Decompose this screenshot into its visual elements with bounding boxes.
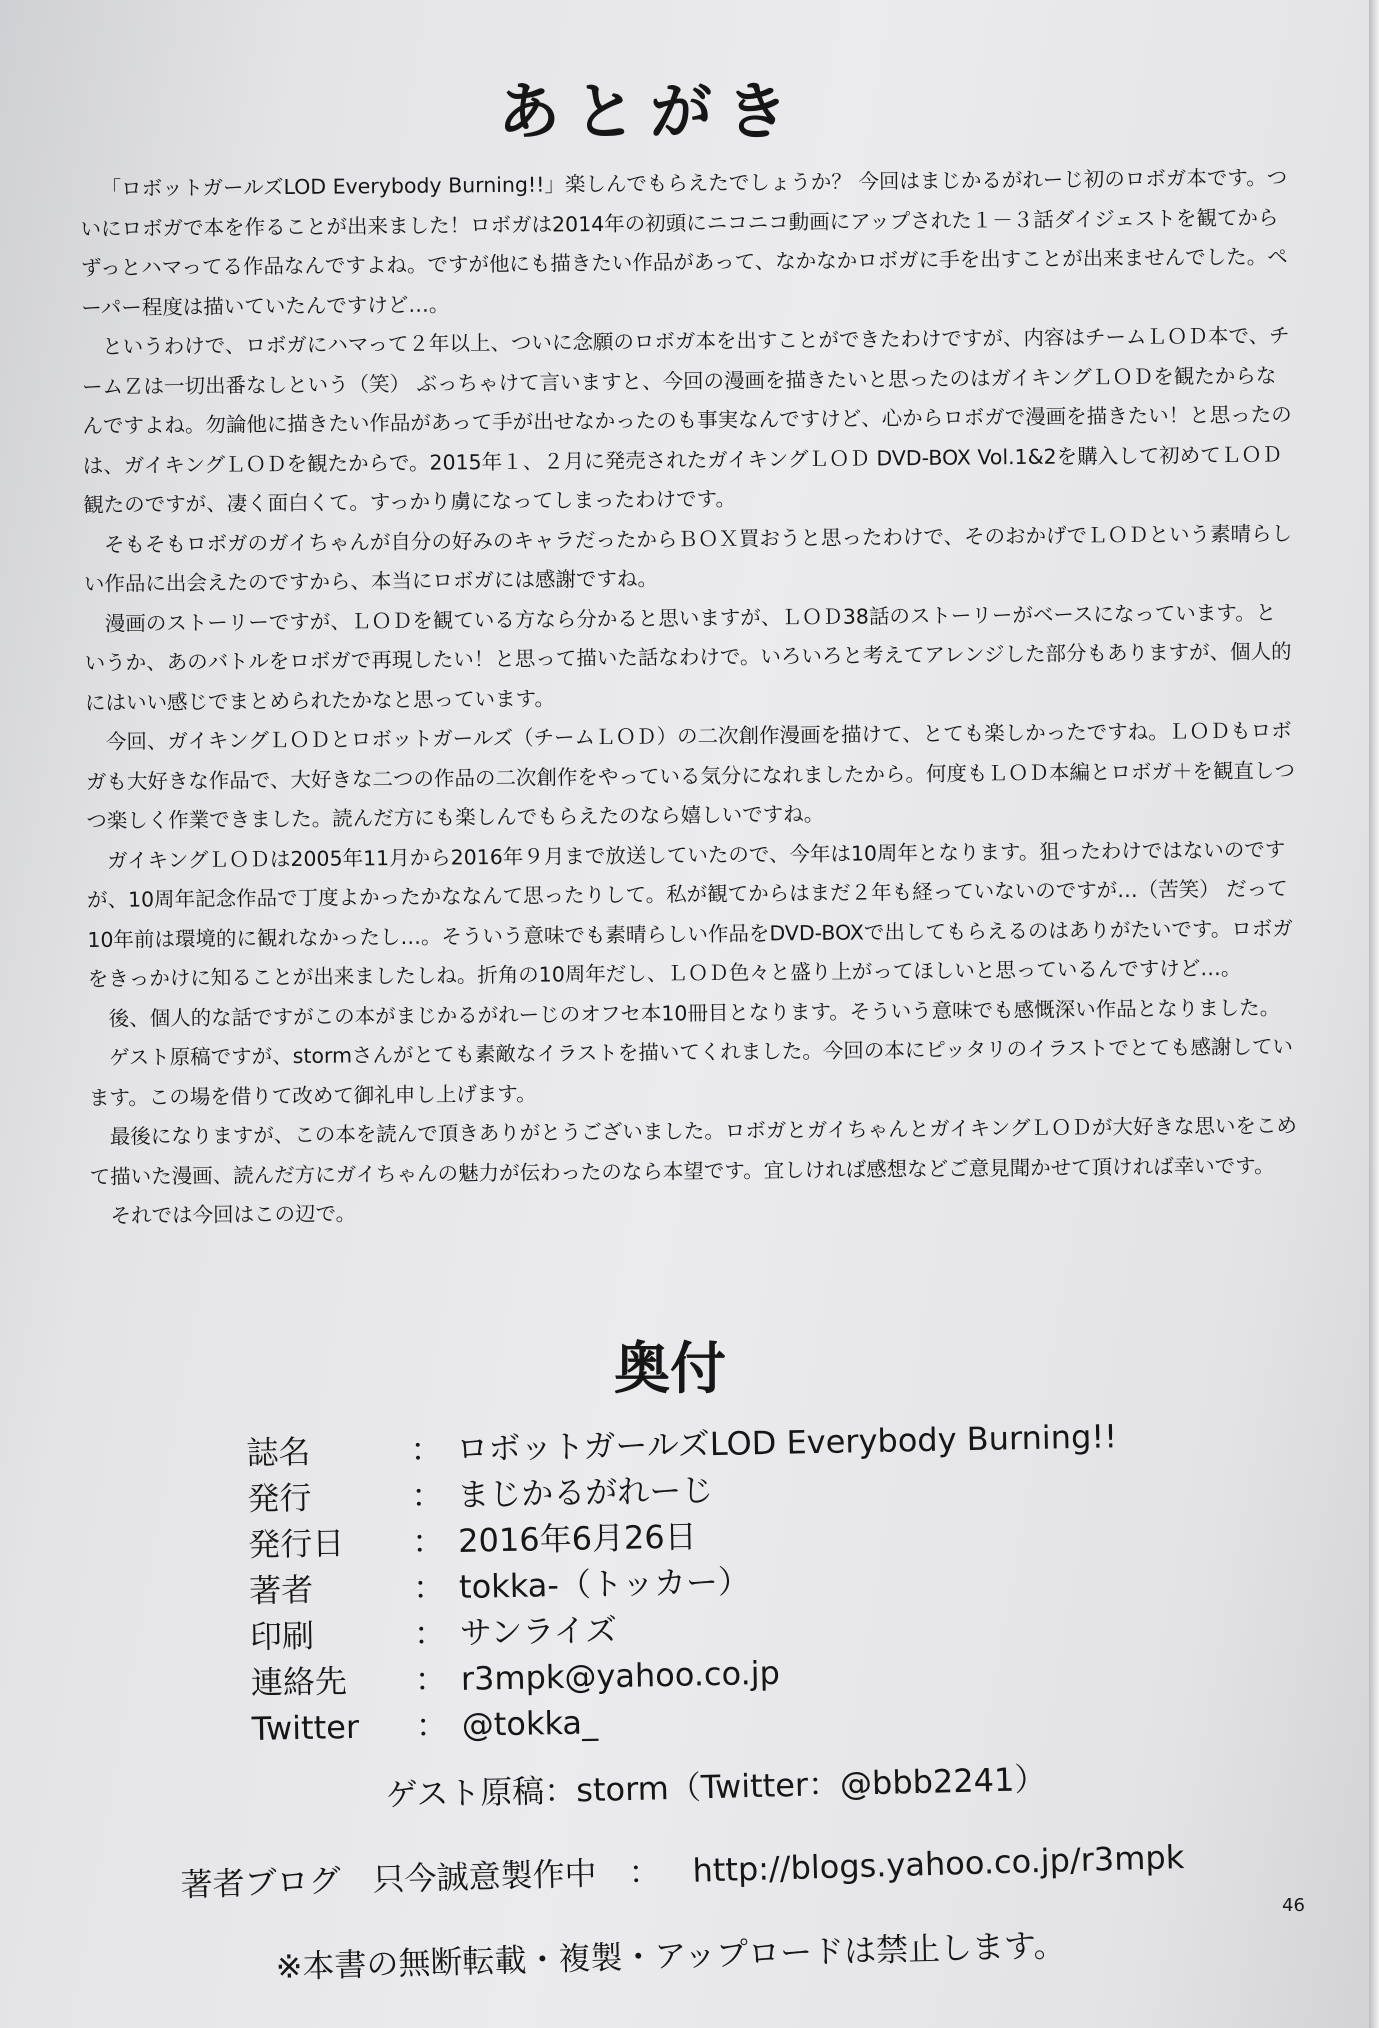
colophon-separator: ：: [411, 1522, 445, 1561]
afterword-paragraph: というわけで、ロボガにハマって２年以上、ついに念願のロボガ本を出すことができたわけですが、内容はチームＬＯＤ本で、チームＺは一切出番なしという（笑） ぶっちゃけて言いますと、今回の漫画を描きたいと思ったのはガイキングＬＯＤを観たからなんですよね。勿論他に描きたい作品があって手が出せなかったのも事実なんですけど、心からロボガで漫画を描きたい！と思ったのは、ガイキングＬＯＤを観たからで。2015年１、２月に発売されたガイキングＬＯＤ DVD-BOX Vol.1&2を購入して初めてＬＯＤ観たのですが、凄く面白くて。すっかり虜になってしまったわけです。: [81, 323, 1292, 517]
afterword-paragraph: 今回、ガイキングＬＯＤとロボットガールズ（チームＬＯＤ）の二次創作漫画を描けて、とても楽しかったですね。ＬＯＤもロボガも大好きな作品で、大好きな二つの作品の二次創作をやっている気分になれましたから。何度もＬＯＤ本編とロボガ＋を観直しつつ楽しく作業できました。読んだ方にも楽しんでもらえたのなら嬉しいですね。: [85, 718, 1296, 833]
afterword-paragraph: ゲスト原稿ですが、stormさんがとても素敵なイラストを描いてくれました。今回の本にピッタリのイラストでとても感謝しています。この場を借りて改めて御礼申し上げます。: [88, 1034, 1294, 1110]
colophon-separator: ：: [412, 1568, 446, 1607]
colophon-key: 発行: [246, 1478, 312, 1518]
afterword-paragraph: 最後になりますが、この本を読んで頂きありがとうございました。ロボガとガイちゃんとガイキングＬＯＤが大好きな思いをこめて描いた漫画、読んだ方にガイちゃんの魅力が伝わったのなら本望です。宜しければ感想などご意見聞かせて頂ければ幸いです。: [89, 1113, 1297, 1189]
colophon-title: 奥付: [614, 1337, 726, 1402]
author-blog: [180, 1832, 1185, 1906]
afterword-paragraph: そもそもロボガのガイちゃんが自分の好みのキャラだったからＢＯＸ買おうと思ったわけで、そのおかげでＬＯＤという素晴らしい作品に出会えたのですから、本当にロボガには感謝ですね。: [83, 520, 1293, 596]
colophon-key: 発行日: [247, 1524, 345, 1564]
colophon-key: Twitter: [251, 1707, 360, 1748]
colophon-separator: ：: [414, 1660, 448, 1699]
colophon-separator: ：: [410, 1476, 444, 1515]
copyright-notice: ※本書の無断転載・複製・アップロードは禁止します。: [275, 1925, 1066, 1986]
colophon-table: [246, 1411, 1152, 1750]
colophon-value: @tokka_: [461, 1703, 599, 1744]
colophon-value: r3mpk@yahoo.co.jp: [460, 1653, 781, 1698]
colophon-value: まじかるがれーじ: [456, 1471, 714, 1514]
colophon-value: 2016年6月26日: [457, 1517, 698, 1560]
blog-url: http://blogs.yahoo.co.jp/r3mpk: [691, 1837, 1185, 1890]
blog-separator: ：: [628, 1852, 662, 1892]
colophon-key: 連絡先: [250, 1662, 348, 1702]
afterword-paragraph: それでは今回はこの辺で。: [110, 1201, 357, 1228]
afterword-paragraph: ガイキングＬＯＤは2005年11月から2016年９月まで放送していたので、今年は10周年となります。狙ったわけではないのですが、10周年記念作品で丁度よかったかななんて思ったりして。私が観てからはまだ２年も経っていないのですが…（苦笑） だって10年前は環境的に観れなかったし…。そういう意味でも素晴らしい作品をDVD-BOXで出してもらえるのはありがたいです。ロボガをきっかけに知ることが出来ましたしね。折角の10周年だし、ＬＯＤ色々と盛り上がってほしいと思っているんですけど…。: [86, 836, 1293, 991]
afterword-body: [80, 158, 1300, 1236]
colophon-value: tokka-（トッカー）: [458, 1562, 751, 1606]
colophon-separator: ：: [410, 1430, 443, 1469]
afterword-paragraph: 漫画のストーリーですが、ＬＯＤを観ている方なら分かると思いますが、ＬＯＤ38話のストーリーがベースになっています。というか、あのバトルをロボガで再現したい！と思って描いた話なわけで。いろいろと考えてアレンジした部分もありますが、個人的にはいい感じでまとめられたかなと思っています。: [84, 600, 1292, 715]
colophon-key: 著者: [248, 1570, 314, 1610]
colophon-value: ロボットガールズLOD Everybody Burning!!: [456, 1417, 1118, 1468]
colophon-separator: ：: [413, 1614, 447, 1653]
page-number: 46: [1282, 1895, 1305, 1916]
colophon-value: サンライズ: [459, 1610, 618, 1652]
page-edge: [1369, 0, 1379, 2028]
colophon-key: 誌名: [246, 1432, 311, 1472]
afterword-title: あとがき: [497, 75, 802, 148]
colophon-key: 印刷: [249, 1616, 315, 1656]
afterword-paragraph: 「ロボットガールズLOD Everybody Burning!!」楽しんでもらえたでしょうか？ 今回はまじかるがれーじ初のロボガ本です。ついにロボガで本を作ることが出来ました！ロボガは2014年の初頭にニコニコ動画にアップされた１－３話ダイジェストを観てからずっとハマってる作品なんですよね。ですが他にも描きたい作品があって、なかなかロボガに手を出すことが出来ませんでした。ペーパー程度は描いていたんですけど…。: [80, 165, 1288, 320]
blog-label: 著者ブログ 只今誠意製作中: [180, 1854, 598, 1904]
guest-credit: ゲスト原稿：storm（Twitter：@bbb2241）: [385, 1759, 1047, 1814]
afterword-paragraph: 後、個人的な話ですがこの本がまじかるがれーじのオフセ本10冊目となります。そういう意味でも感慨深い作品となりました。: [108, 995, 1281, 1031]
colophon-separator: ：: [415, 1706, 449, 1745]
